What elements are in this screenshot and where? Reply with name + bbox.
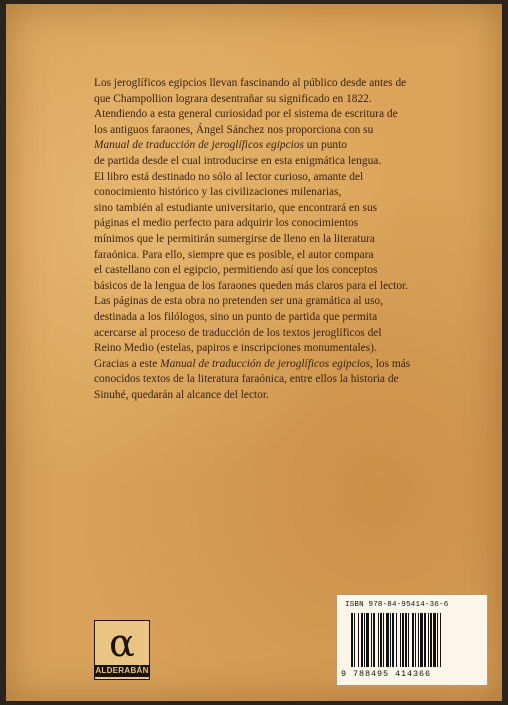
paragraph-intro — [94, 76, 454, 403]
text-line: Atendiendo a esta general curiosidad por el sistema de escritura de — [94, 108, 398, 121]
text-line: Las páginas de esta obra no pretenden ser una gramática al uso, — [94, 295, 384, 308]
text-line: faraónica. Para ello, siempre que es posible, el autor compara — [94, 248, 374, 261]
text-line: sino también al estudiante universitario, que encontrará en sus — [94, 201, 378, 214]
publisher-logo — [94, 620, 150, 680]
text-line: conocimiento histórico y las civilizaciones milenarias, — [94, 186, 342, 199]
alpha-icon: α — [109, 621, 135, 665]
text-line: básicos de la lengua de los faraones queden más claros para el lector. — [94, 279, 409, 292]
book-title-italic: Manual de traducción de jeroglíficos egipcios — [160, 357, 371, 370]
book-back-cover — [6, 4, 502, 701]
publisher-name: ALDERABÁN — [95, 666, 149, 675]
book-title-italic: Manual de traducción de jeroglíficos egipcios — [94, 139, 304, 152]
text-line: el castellano con el egipcio, permitiendo así que los conceptos — [94, 264, 378, 277]
text-line: que Champollion lograra desentrañar su significado en 1822. — [94, 92, 372, 105]
text-line: un punto — [303, 139, 347, 152]
cover-description — [94, 76, 454, 403]
barcode-label — [336, 594, 488, 686]
text-line: Reino Medio (estelas, papiros e inscripciones monumentales). — [94, 342, 377, 355]
text-line: mínimos que le permitirán sumergirse de lleno en la literatura — [94, 232, 375, 245]
text-line: Sinuhé, quedarán al alcance del lector. — [94, 388, 269, 401]
text-line: , los más — [370, 357, 411, 370]
text-line: los antiguos faraones, Ángel Sánchez nos proporciona con su — [94, 123, 374, 136]
isbn-text: ISBN 978-84-95414-36-6 — [345, 601, 449, 609]
text-line: Los jeroglíficos egipcios llevan fascinando al público desde antes de — [94, 77, 407, 89]
text-line: El libro está destinado no sólo al lector curioso, amante del — [94, 170, 364, 183]
barcode-icon — [351, 613, 473, 667]
barcode-digits: 9 788495 414366 — [341, 669, 432, 679]
text-line: destinada a los filólogos, sino un punto de partida que permita — [94, 310, 378, 323]
text-line: páginas el medio perfecto para adquirir los conocimientos — [94, 217, 359, 230]
text-line: Gracias a este — [94, 357, 161, 370]
text-line: conocidos textos de la literatura faraónica, entre ellos la historia de — [94, 373, 399, 386]
text-line: de partida desde el cual introducirse en esta enigmática lengua. — [94, 154, 382, 167]
text-line: acercarse al proceso de traducción de los textos jeroglíficos del — [94, 326, 382, 339]
